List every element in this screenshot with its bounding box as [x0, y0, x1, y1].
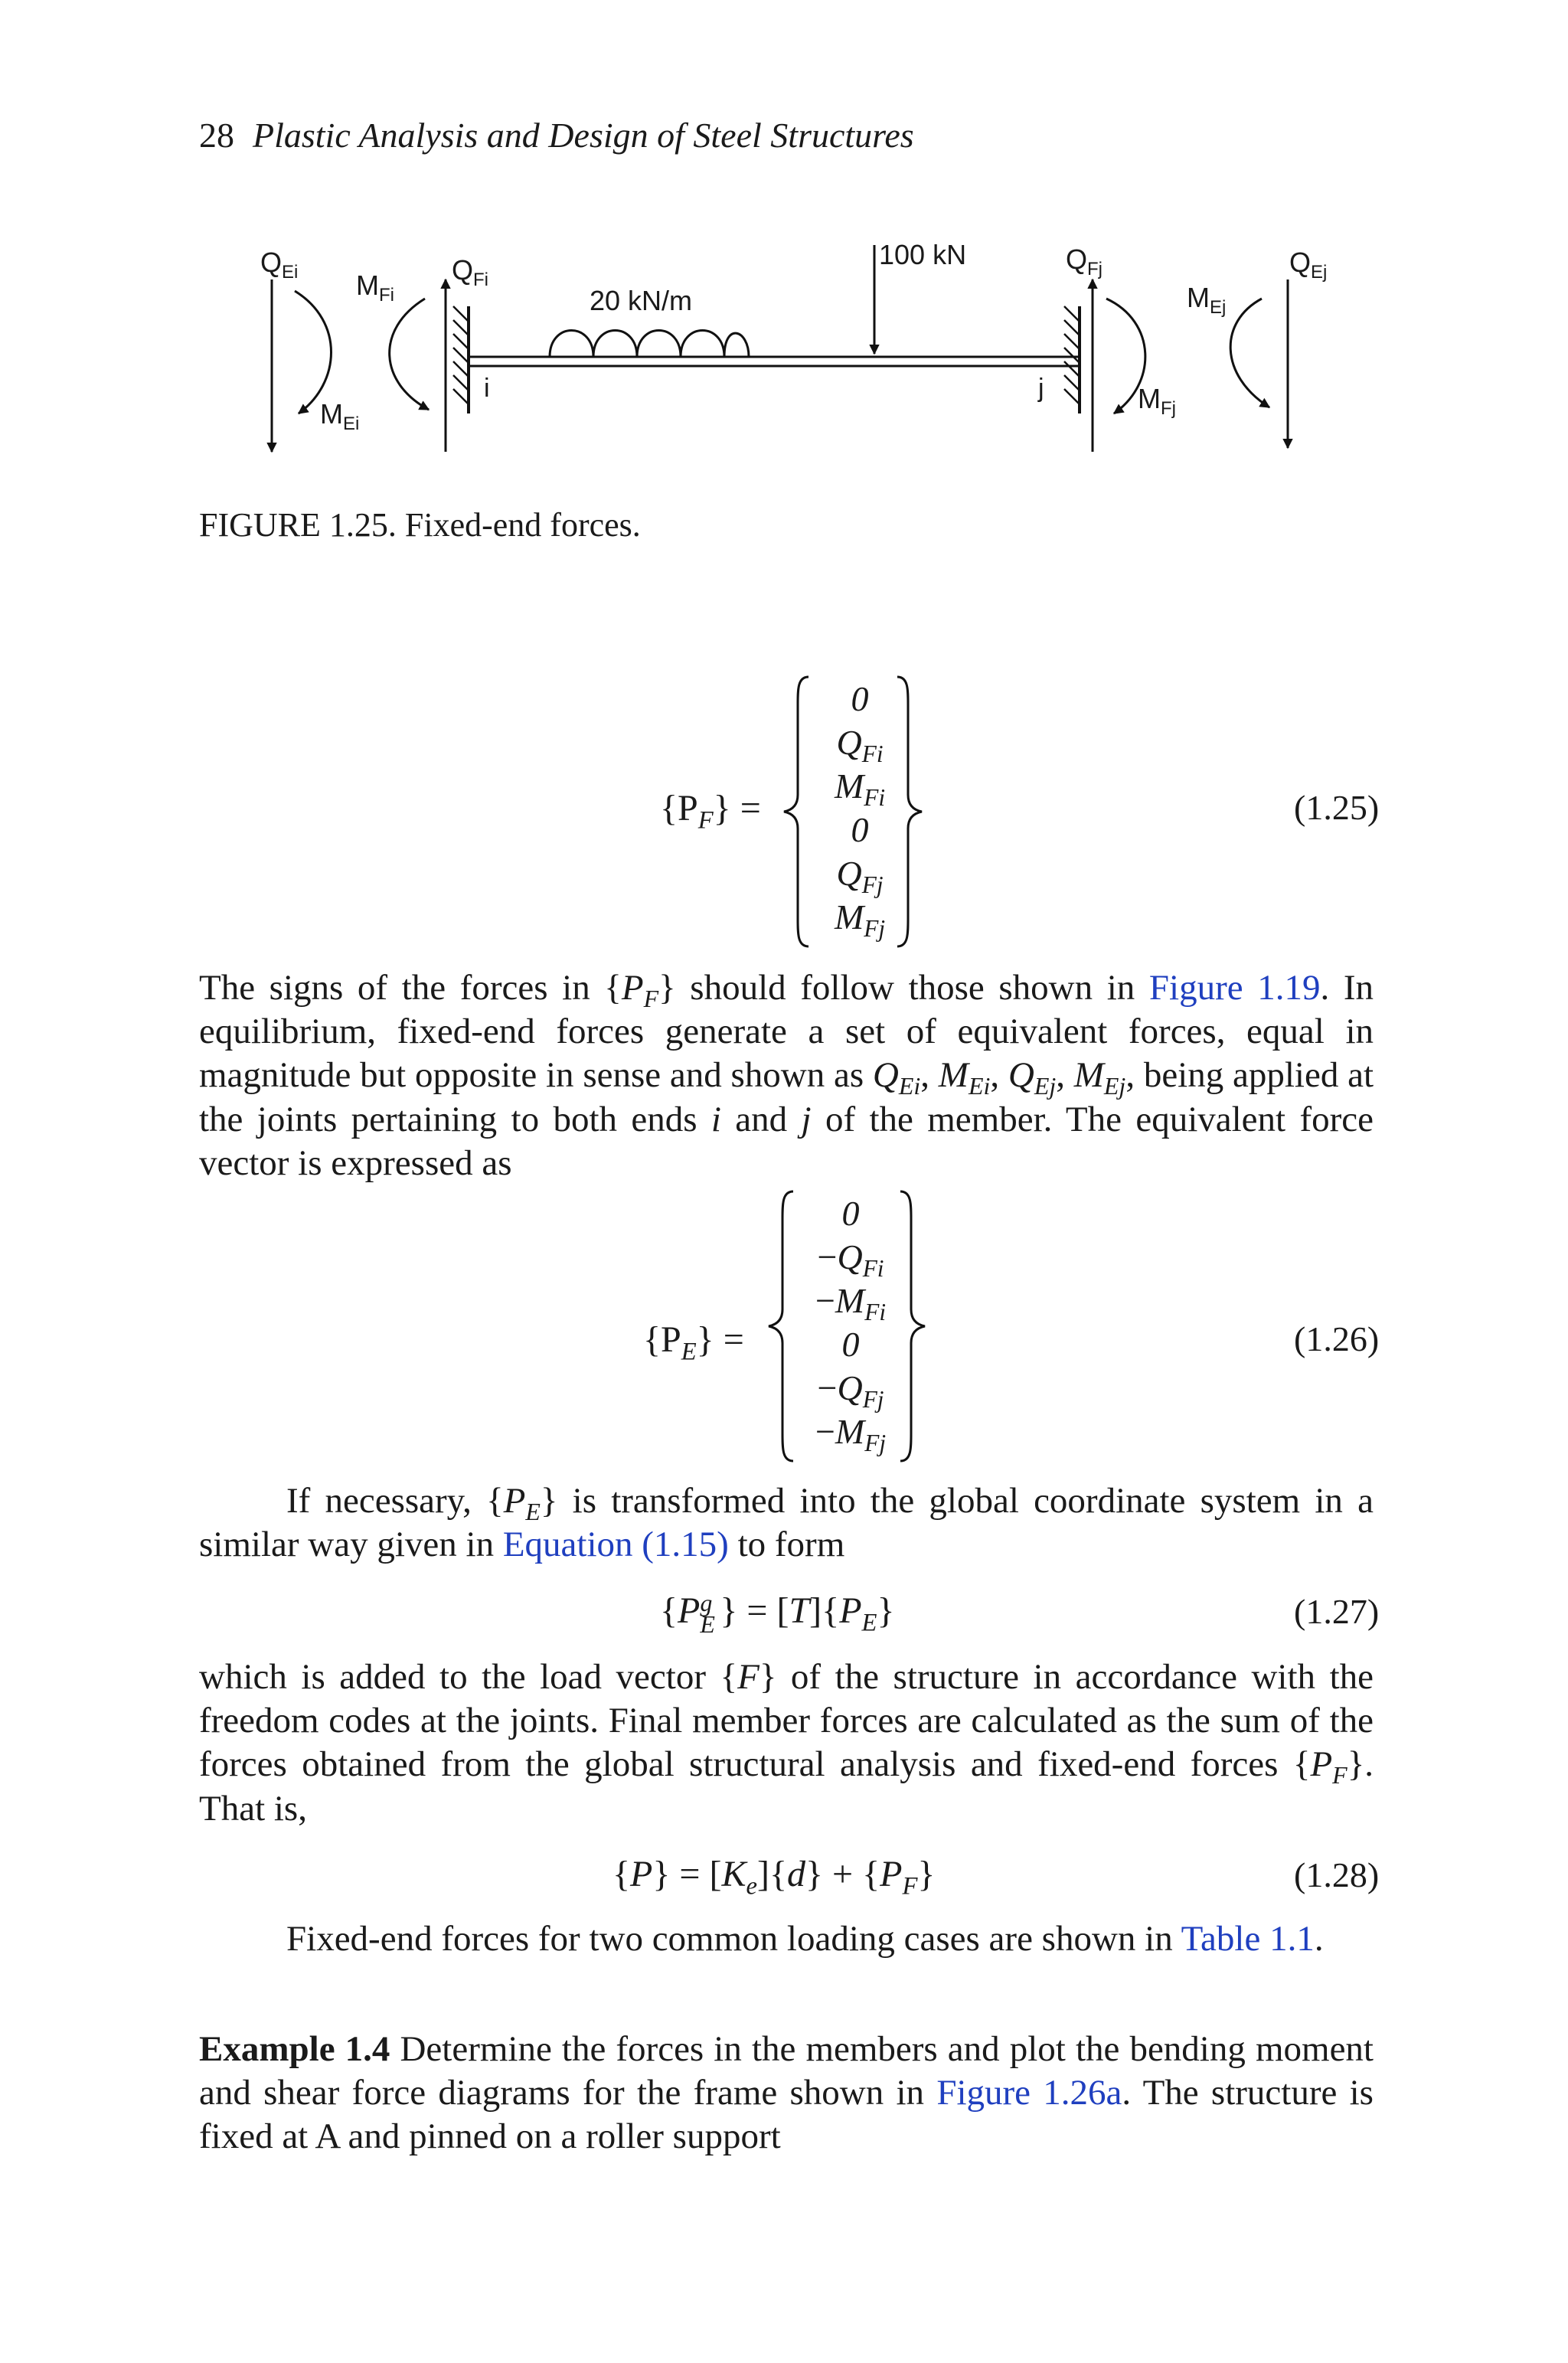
label-m-fj: $M_{Fj}$	[1138, 383, 1176, 419]
eq-1-28-number: (1.28)	[1294, 1855, 1380, 1894]
eq-1-26-number: (1.26)	[1294, 1319, 1380, 1358]
link-figure-1-26a[interactable]: Figure 1.26a	[936, 2073, 1122, 2113]
book-title: Plastic Analysis and Design of Steel Structures	[253, 116, 914, 155]
figure-caption: FIGURE 1.25. Fixed-end forces.	[199, 506, 641, 544]
page-number: 28	[199, 116, 234, 155]
link-table-1-1[interactable]: Table 1.1	[1181, 1919, 1315, 1959]
vector-row: 0	[841, 1325, 860, 1364]
eq-1-25-left-brace	[781, 674, 812, 949]
eq-1-25-lhs: $\{P_F\}$ =	[660, 788, 761, 835]
eq-1-26-left-brace	[766, 1188, 796, 1464]
eq-1-26-right-brace	[897, 1188, 928, 1464]
label-end-i: i	[484, 374, 490, 403]
paragraph-3: which is added to the load vector {F} of the structure in accordance with the freedom codes at the joints. Final member forces are calculated as the sum of the forces obtained from the global structural analysis and fixed-end forces $\{P_F\}$. That is,	[199, 1657, 1374, 1829]
paragraph-example-1-4: Example 1.4 Determine the forces in the members and plot the bending moment and shear force diagrams for the frame shown in Figure 1.26a. The structure is fixed at A and pinned on a roller support	[199, 2029, 1374, 2157]
right-wall-hatch	[1064, 306, 1080, 404]
m-ei-left-arrow	[295, 291, 332, 413]
vector-row: $-M_{Fi}$	[815, 1281, 887, 1325]
vector-row: $-Q_{Fi}$	[817, 1237, 884, 1282]
vector-row: 0	[851, 679, 869, 718]
vector-row: 0	[841, 1194, 860, 1233]
vector-row: $Q_{Fi}$	[836, 723, 884, 767]
eq-1-27-number: (1.27)	[1294, 1592, 1380, 1631]
label-q-fj: $Q_{Fj}$	[1066, 243, 1103, 279]
label-m-fi: $M_{Fi}$	[356, 270, 394, 306]
eq-1-28: $\{P\} = [K_e]\{d\} + \{P_F\}$	[612, 1854, 936, 1901]
eq-1-27: {P g E } = $[T]\{P_E\}$	[660, 1589, 895, 1638]
label-point-load: 100 kN	[879, 239, 967, 270]
m-fi-arrow	[390, 299, 429, 410]
vector-row: $-Q_{Fj}$	[817, 1368, 884, 1413]
paragraph-4: Fixed-end forces for two common loading cases are shown in Table 1.1.	[286, 1919, 1324, 1959]
paragraph-2: If necessary, $\{P_E\}$ is transformed into the global coordinate system in a similar way given in Equation (1.15) to form	[199, 1481, 1374, 1565]
vector-row: $-M_{Fj}$	[815, 1412, 887, 1456]
link-figure-1-19[interactable]: Figure 1.19	[1148, 968, 1321, 1008]
fixed-end-forces-figure	[0, 0, 1568, 490]
udl-coil	[550, 331, 749, 358]
vector-row: $M_{Fi}$	[834, 766, 886, 811]
vector-row: 0	[851, 810, 869, 849]
label-udl: 20 kN/m	[590, 285, 693, 316]
label-q-fi: $Q_{Fi}$	[452, 254, 489, 290]
label-end-j: j	[1038, 374, 1044, 403]
link-equation-1-15[interactable]: Equation (1.15)	[502, 1525, 729, 1565]
beam	[469, 357, 1080, 366]
m-ej-arrow	[1230, 299, 1269, 407]
label-m-ej: $M_{Ej}$	[1187, 282, 1227, 318]
left-wall-hatch	[453, 306, 469, 404]
eq-1-26-vector	[793, 1191, 908, 1456]
vector-row: $Q_{Fj}$	[836, 854, 884, 898]
eq-1-26-lhs: $\{P_E\}$ =	[643, 1319, 744, 1366]
label-q-ej: $Q_{Ej}$	[1289, 247, 1328, 283]
eq-1-25-right-brace	[894, 674, 925, 949]
eq-1-25-number: (1.25)	[1294, 788, 1380, 827]
paragraph-1: The signs of the forces in $\{P_F\}$ should follow those shown in Figure 1.19. In equilibrium, fixed-end forces generate a set of equivalent forces, equal in magnitude but opposite in sense and shown as $Q_{Ei}$, $M_{Ei}$, $Q_{Ej}$, $M_{Ej}$, being applied at the joints pertaining to both ends i and j of the member. The equivalent force vector is expressed as	[199, 968, 1374, 1183]
example-heading: Example 1.4	[199, 2029, 390, 2069]
label-q-ei-left: $Q_{Ei}$	[260, 247, 299, 283]
vector-row: $M_{Fj}$	[834, 897, 886, 942]
label-m-ei-left: $M_{Ei}$	[320, 398, 360, 434]
